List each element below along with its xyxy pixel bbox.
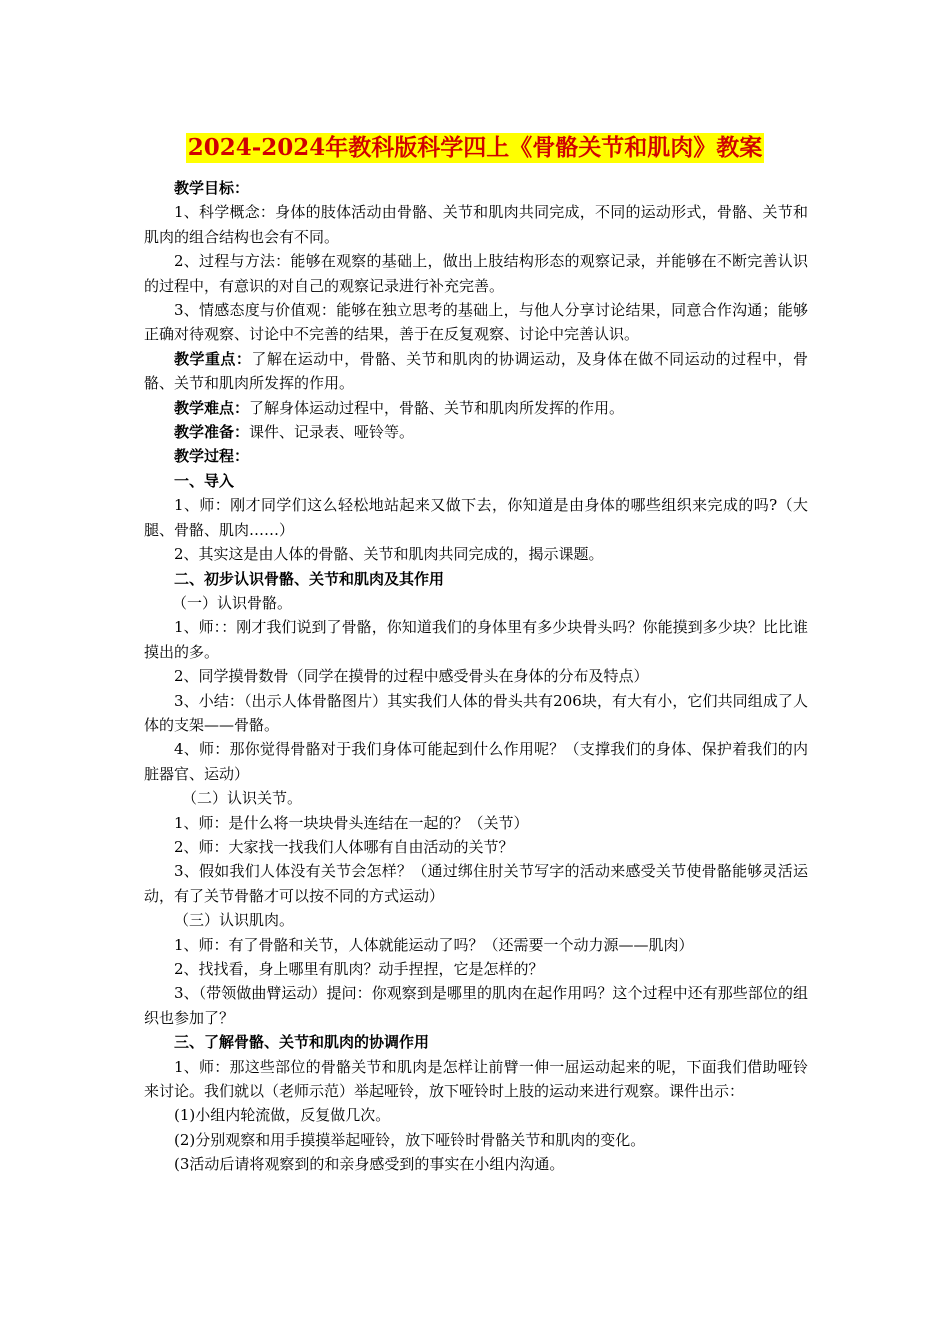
subsection-heading: （二）认识关节。	[182, 789, 303, 808]
goals-heading: 教学目标：	[174, 179, 250, 197]
section-item: 1、师：有了骨骼和关节，人体就能运动了吗？（还需要一个动力源——肌肉）	[174, 935, 694, 954]
section-item: 3、假如我们人体没有关节会怎样？（通过绑住肘关节写字的活动来感受关节使骨骼能够灵活运动，有了关节骨骼才可以按不同的方式运动）	[144, 862, 808, 905]
section-item: 3、（带领做曲臂运动）提问：你观察到是哪里的肌肉在起作用吗？这个过程中还有那些部位的组织也参加了？	[144, 984, 808, 1027]
section-item: (1)小组内轮流做，反复做几次。	[174, 1106, 391, 1125]
section-item: 1、师：：刚才我们说到了骨骼，你知道我们的身体里有多少块骨头吗？你能摸到多少块？比比谁摸出的多。	[144, 618, 808, 661]
goal-item: 2、过程与方法：能够在观察的基础上，做出上肢结构形态的观察记录，并能够在不断完善认识的过程中，有意识的对自己的观察记录进行补充完善。	[144, 252, 808, 295]
document-title: 2024-2024年教科版科学四上《骨骼关节和肌肉》教案	[187, 134, 763, 161]
section-item: 1、师：刚才同学们这么轻松地站起来又做下去，你知道是由身体的哪些组织来完成的吗?（大腿、骨骼、肌肉……）	[144, 496, 808, 539]
preparation-text: 课件、记录表、哑铃等。	[249, 423, 415, 442]
difficulty	[144, 396, 808, 420]
subsection-heading: （一）认识骨骼。	[172, 593, 293, 612]
section-item: (2)分别观察和用手摸摸举起哑铃，放下哑铃时骨骼关节和肌肉的变化。	[174, 1130, 646, 1149]
difficulty-text: 了解身体运动过程中，骨骼、关节和肌肉所发挥的作用。	[249, 398, 625, 417]
preparation	[144, 420, 808, 444]
key-point	[144, 347, 808, 396]
section-item: 1、师：那这些部位的骨骼关节和肌肉是怎样让前臂一伸一屈运动起来的呢，下面我们借助哑铃来讨论。我们就以（老师示范）举起哑铃，放下哑铃时上肢的运动来进行观察。课件出示：	[144, 1057, 808, 1101]
key-point-text: 了解在运动中，骨骼、关节和肌肉的协调运动，及身体在做不同运动的过程中，骨骼、关节和肌肉所发挥的作用。	[144, 349, 808, 393]
preparation-label: 教学准备：	[174, 423, 250, 442]
goal-item: 3、情感态度与价值观：能够在独立思考的基础上，与他人分享讨论结果，同意合作沟通；能够正确对待观察、讨论中不完善的结果，善于在反复观察、讨论中完善认识。	[144, 301, 808, 344]
section-item: 2、师：大家找一找我们人体哪有自由活动的关节？	[174, 837, 514, 856]
section-heading: 一、导入	[174, 471, 235, 490]
section-heading: 二、初步认识骨骼、关节和肌肉及其作用	[174, 569, 445, 588]
subsection-heading: （三）认识肌肉。	[174, 911, 295, 930]
section-item: 4、师：那你觉得骨骼对于我们身体可能起到什么作用呢？（支撑我们的身体、保护着我们的内脏器官、运动）	[144, 740, 808, 783]
section-item: 2、找找看，身上哪里有肌肉？动手捏捏，它是怎样的？	[174, 960, 544, 978]
section-item: 3、小结：（出示人体骨骼图片）其实我们人体的骨头共有206块，有大有小，它们共同组成了人体的支架——骨骼。	[144, 691, 808, 734]
section-item: 1、师：是什么将一块块骨头连结在一起的？（关节）	[174, 813, 529, 832]
section-item: 2、其实这是由人体的骨骼、关节和肌肉共同完成的，揭示课题。	[174, 545, 604, 564]
document-body	[144, 176, 808, 1177]
goal-item: 1、科学概念：身体的肢体活动由骨骼、关节和肌肉共同完成，不同的运动形式，骨骼、关节和肌肉的组合结构也会有不同。	[144, 203, 808, 246]
process-heading: 教学过程：	[174, 447, 250, 466]
difficulty-label: 教学难点：	[174, 398, 250, 417]
title-container	[0, 133, 950, 163]
section-item: 2、同学摸骨数骨（同学在摸骨的过程中感受骨头在身体的分布及特点）	[174, 667, 649, 686]
section-item: (3活动后请将观察到的和亲身感受到的事实在小组内沟通。	[174, 1155, 565, 1174]
section-heading: 三、了解骨骼、关节和肌肉的协调作用	[174, 1033, 430, 1052]
key-point-label: 教学重点：	[174, 349, 252, 368]
